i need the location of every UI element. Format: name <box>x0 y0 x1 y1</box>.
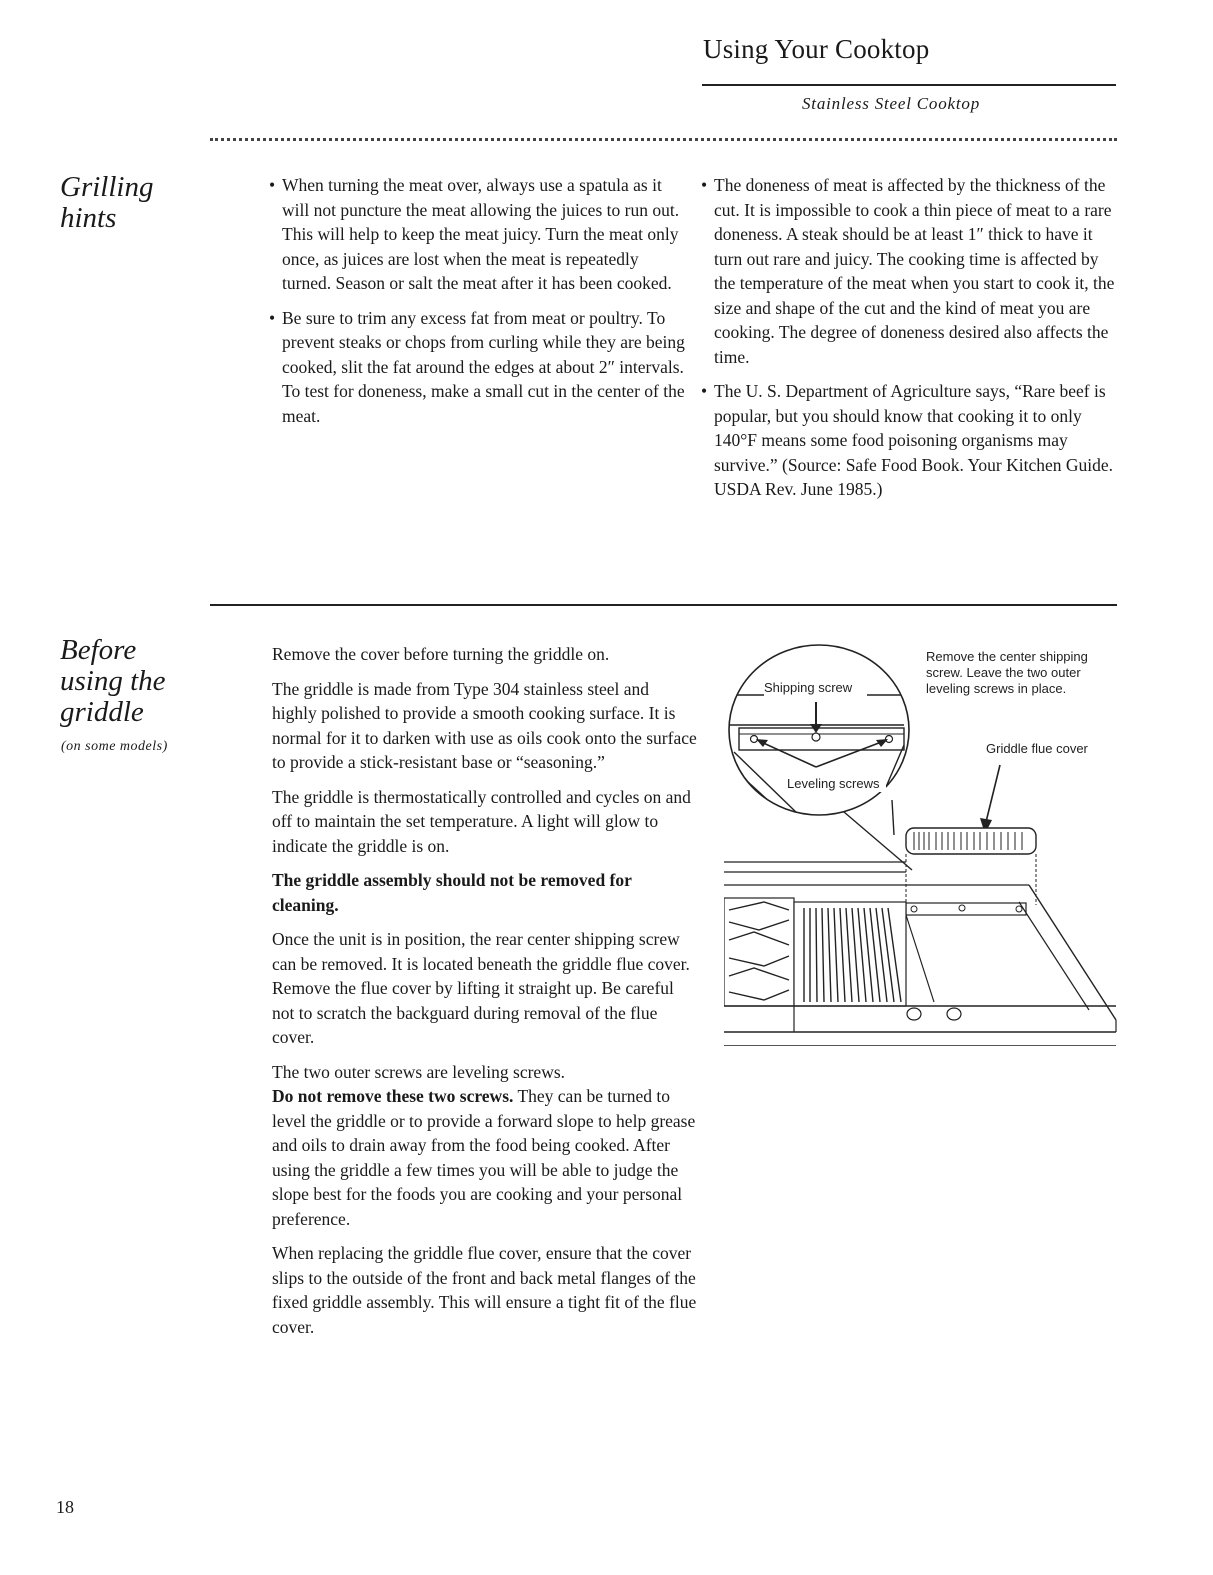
grilling-left-column <box>272 173 687 438</box>
figure-rule <box>724 1045 1116 1046</box>
page-subtitle: Stainless Steel Cooktop <box>802 94 980 113</box>
warning-paragraph: The griddle assembly should not be removed for cleaning. <box>272 870 632 915</box>
callout-line: leveling screws in place. <box>926 681 1067 696</box>
griddle-diagram <box>724 640 1124 1060</box>
griddle-heading-line3: griddle <box>60 696 144 728</box>
bullet-item: • The doneness of meat is affected by the thickness of the cut. It is impossible to cook a thin piece of meat to a rare doneness. A steak should be at least 1″ thick to have it turn out rare and juicy. The cooking time is affected by the temperature of the meat when you start to cook it, the size and shape of the cut and the kind of meat you are cooking. The degree of doneness desired also affects the time. <box>704 173 1116 369</box>
griddle-illustration <box>724 640 1124 1060</box>
bullet-item: • The U. S. Department of Agriculture says, “Rare beef is popular, but you should know that cooking it to only 140°F means some food poisoning organisms may survive.” (Source: Safe Food Book. Your Kitchen Guide. USDA Rev. June 1985.) <box>704 379 1116 502</box>
grilling-right-bullets <box>704 173 1116 502</box>
paragraph: The griddle is made from Type 304 stainless steel and highly polished to provide a smooth cooking surface. It is normal for it to darken with use as oils cook onto the surface to provide a stick-resistant base or “seasoning.” <box>272 678 697 772</box>
grilling-right-column <box>704 173 1116 512</box>
title-rule <box>702 84 1116 86</box>
page-title: Using Your Cooktop <box>703 34 930 64</box>
paragraph: The griddle is thermostatically controlled and cycles on and off to maintain the set temperature. A light will glow to indicate the griddle is on. <box>272 786 691 856</box>
grilling-left-bullets <box>272 173 687 428</box>
models-note: (on some models) <box>61 739 168 754</box>
paragraph: Remove the cover before turning the griddle on. <box>272 644 610 664</box>
bullet-item: • Be sure to trim any excess fat from meat or poultry. To prevent steaks or chops from curling while they are being cooked, slit the fat around the edges at about 2″ intervals. To test for doneness, make a small cut in the center of the meat. <box>272 306 687 429</box>
text-span: The two outer screws are leveling screws. <box>272 1061 566 1082</box>
callout-line: Remove the center shipping <box>926 649 1088 664</box>
griddle-text-column <box>272 642 697 1349</box>
flue-cover-label: Griddle flue cover <box>986 741 1088 756</box>
leveling-screws-label: Leveling screws <box>787 776 880 791</box>
griddle-heading-line1: Before <box>60 634 137 666</box>
griddle-heading-line2: using the <box>60 665 166 697</box>
callout-note <box>926 649 1088 697</box>
grilling-heading-line2: hints <box>60 202 117 234</box>
paragraph: Once the unit is in position, the rear center shipping screw can be removed. It is located beneath the griddle flue cover. Remove the flue cover by lifting it straight up. Be careful not to scratch the backguard during removal of the flue cover. <box>272 929 690 1047</box>
dotted-divider <box>210 138 1117 141</box>
bullet-item: • When turning the meat over, always use a spatula as it will not puncture the meat allowing the juices to run out. This will help to keep the meat juicy. Turn the meat only once, as juices are lost when the meat is repeatedly turned. Season or salt the meat after it has been cooked. <box>272 173 687 296</box>
paragraph <box>272 1060 697 1232</box>
paragraph: When replacing the griddle flue cover, ensure that the cover slips to the outside of the front and back metal flanges of the fixed griddle assembly. This will ensure a tight fit of the flue cover. <box>272 1243 697 1337</box>
grilling-hints-heading <box>60 172 153 234</box>
text-span: They can be turned to level the griddle or to provide a forward slope to help grease and oils to drain away from the food being cooked. After using the griddle a few times you will be able to judge the slope best for the foods you are cooking and your personal preference. <box>272 1086 696 1229</box>
shipping-screw-label: Shipping screw <box>764 680 853 695</box>
griddle-heading <box>60 635 166 728</box>
section-divider <box>210 604 1117 606</box>
page-number: 18 <box>56 1497 74 1517</box>
warning-span: Do not remove these two screws. <box>272 1086 514 1106</box>
callout-line: screw. Leave the two outer <box>926 665 1081 680</box>
grilling-heading-line1: Grilling <box>60 171 154 203</box>
